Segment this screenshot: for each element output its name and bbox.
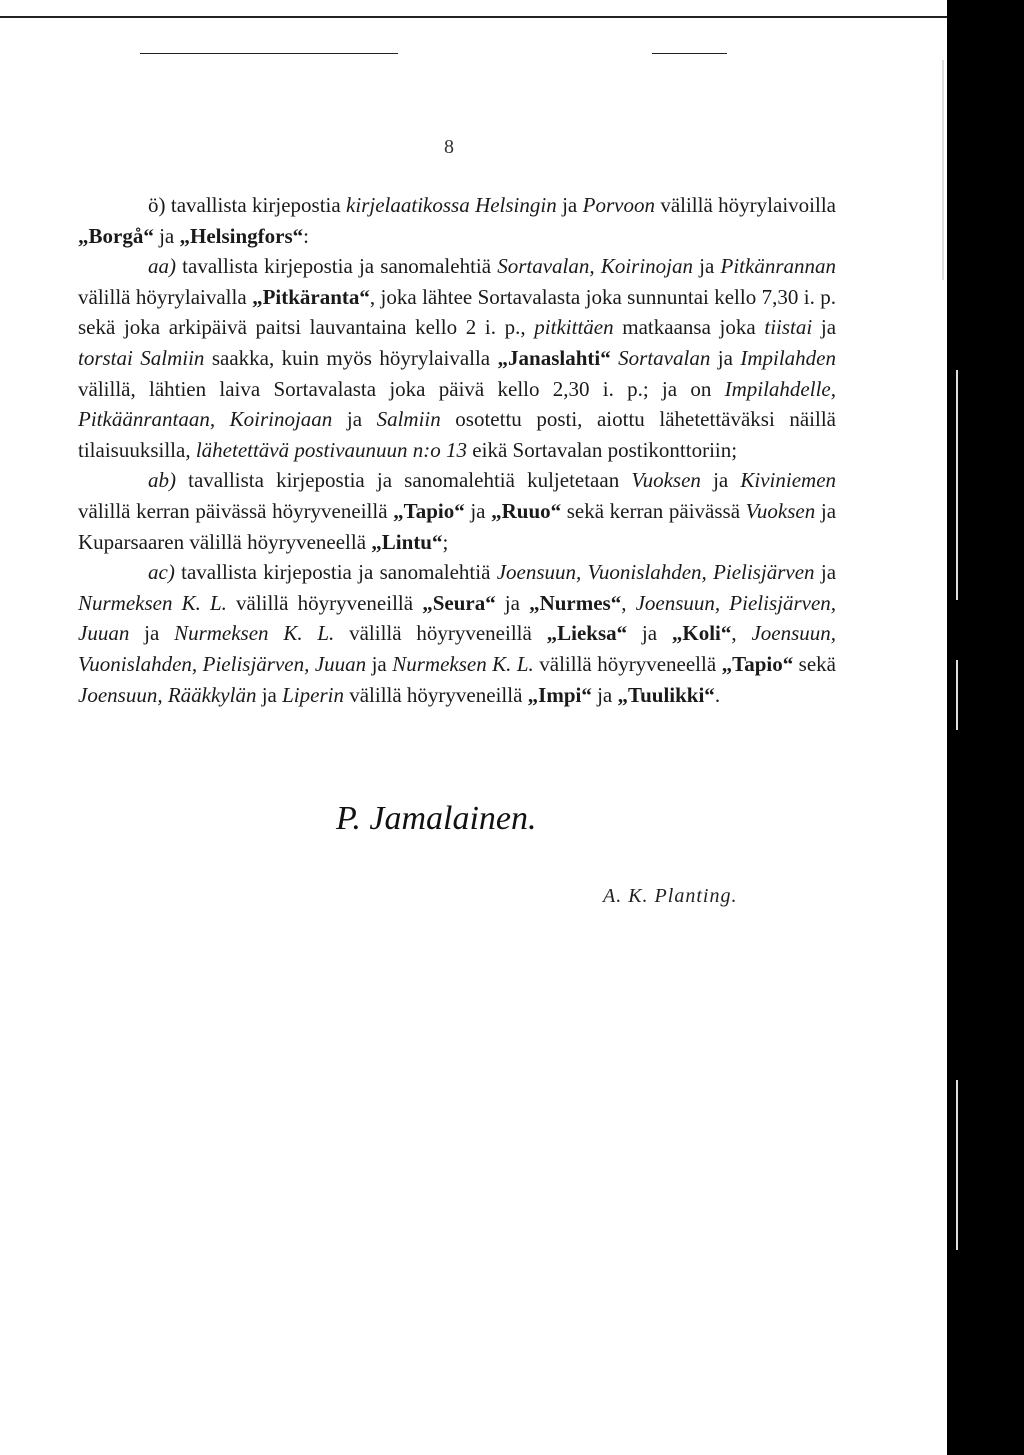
text-run: välillä, lähtien laiva Sortavalasta joka päivä kello 2,30 i. p.; ja on [78,376,725,401]
text-run: välillä höyryveneellä [533,651,722,676]
text-run: . [714,682,721,707]
text-run: sekä kerran päivässä [561,498,746,523]
ship-name: „Ruuo“ [491,498,562,523]
italic-run: Sortavalan, Koirinojan [497,254,693,279]
text-run: ja [627,621,672,646]
text-run: , [621,590,636,615]
item-marker: aa) [148,254,176,279]
text-run: tavallista kirjepostia ja sanomalehtiä kuljetetaan [176,468,632,493]
italic-run: Nurmeksen K. L. [78,590,227,615]
scan-mark [956,660,958,730]
text-run: tavallista kirjepostia ja sanomalehtiä [176,254,498,279]
paragraph-ac [78,557,836,710]
short-rule-right [652,53,727,54]
ship-name: „Janaslahti“ [497,345,611,370]
text-run: ja [129,621,175,646]
text-run: ja [693,254,721,279]
text-run: välillä kerran päivässä höyryveneillä [78,498,394,523]
italic-run: Joensuun, Vuonislahden, Pielisjärven [496,560,815,585]
ship-name: „Koli“ [671,621,732,646]
italic-run: Nurmeksen K. L. [392,651,534,676]
text-run: ja [464,498,492,523]
italic-run: Pitkänrannan [720,254,836,279]
text-run: ja [153,223,180,248]
italic-run: torstai Salmiin [78,345,205,370]
text-run: välillä höyryveneillä [343,682,528,707]
ship-name: „Tapio“ [721,651,794,676]
body-text [78,190,836,710]
paragraph-o [78,190,836,251]
italic-run: Nurmeksen K. L. [174,621,335,646]
text-run: välillä höyrylaivalla [78,284,253,309]
italic-run: Joensuun, Vuonislahden, Pielisjärven, Juuan [78,621,837,676]
text-run: ; [442,529,449,554]
text-run: ö) tavallista kirjepostia [148,193,347,217]
ship-name: „Borgå“ [78,223,154,248]
italic-run: lähetettävä postivaunuun n:o 13 [195,437,468,462]
text-run: ja [495,590,530,615]
text-run: ja [710,345,741,370]
text-run: eikä Sortavalan postikonttoriin; [467,437,738,462]
scan-mark [942,60,944,280]
text-run: välillä höyryveneillä [334,621,547,646]
paragraph-aa [78,251,836,465]
short-rule-left [140,53,398,54]
italic-run: tiistai [764,315,813,340]
italic-run: Vuoksen [745,498,816,523]
italic-run: pitkittäen [534,315,614,340]
italic-run: Porvoon [582,193,655,217]
item-marker: ac) [148,560,175,585]
ship-name: „Lieksa“ [546,621,628,646]
page-number: 8 [444,136,454,158]
text-run: ja [814,560,837,585]
ship-name: „Tuulikki“ [617,682,715,707]
text-run: ja [556,193,583,217]
text-run: välillä höyryveneillä [226,590,423,615]
ship-name: „Seura“ [422,590,496,615]
italic-run: Joensuun, Pielisjärven, Juuan [78,590,837,646]
text-run: ja [812,315,837,340]
text-run: ja [256,682,283,707]
signature-jamalainen: P. Jamalainen. [336,800,537,837]
item-marker: ab) [148,468,176,493]
text-run: ja [591,682,618,707]
signature-planting: A. K. Planting. [603,885,738,907]
scan-mark [956,370,958,600]
text-run: , [731,621,752,646]
ship-name: „Pitkäranta“ [252,284,370,309]
text-run: sekä [793,651,836,676]
ship-name: „Nurmes“ [529,590,622,615]
italic-run: Vuoksen [631,468,701,493]
ship-name: „Impi“ [527,682,592,707]
scan-mark [956,1080,958,1250]
italic-run: kirjelaatikossa Helsingin [346,193,557,217]
italic-run: Liperin [282,682,344,707]
scan-edge [940,0,960,1455]
text-run: ja [332,407,377,432]
italic-run: Joensuun, Rääkkylän [78,682,257,707]
italic-run: Kiviniemen [740,468,837,493]
italic-run: Sortavalan [618,345,711,370]
text-run: ja [700,468,741,493]
text-run: osotettu posti, aiottu lähetettäväksi näillä tilaisuuksilla, [78,407,836,462]
paragraph-ab [78,465,836,557]
text-run: ja [366,651,393,676]
text-run: : [303,223,309,248]
ship-name: „Tapio“ [393,498,465,523]
italic-run: Impilahdelle, Pitkäänrantaan, Koirinojaan [78,376,836,432]
ship-name: „Helsingfors“ [179,223,304,248]
ship-name: „Lintu“ [371,529,443,554]
text-run: , joka lähtee Sortavalasta joka sunnuntai kello 7,30 i. p. sekä joka arkipäivä paitsi lauvantaina kello 2 i. p., [78,284,836,340]
italic-run: Impilahden [740,345,836,370]
text-run: välillä höyrylaivoilla [654,193,836,217]
italic-run: Salmiin [376,407,441,432]
top-rule [0,16,947,18]
text-run: tavallista kirjepostia ja sanomalehtiä [174,560,497,585]
text-run: matkaansa joka [613,315,765,340]
text-run: saakka, kuin myös höyrylaivalla [204,345,498,370]
text-run: ja Kuparsaaren välillä höyryveneellä [78,498,837,554]
